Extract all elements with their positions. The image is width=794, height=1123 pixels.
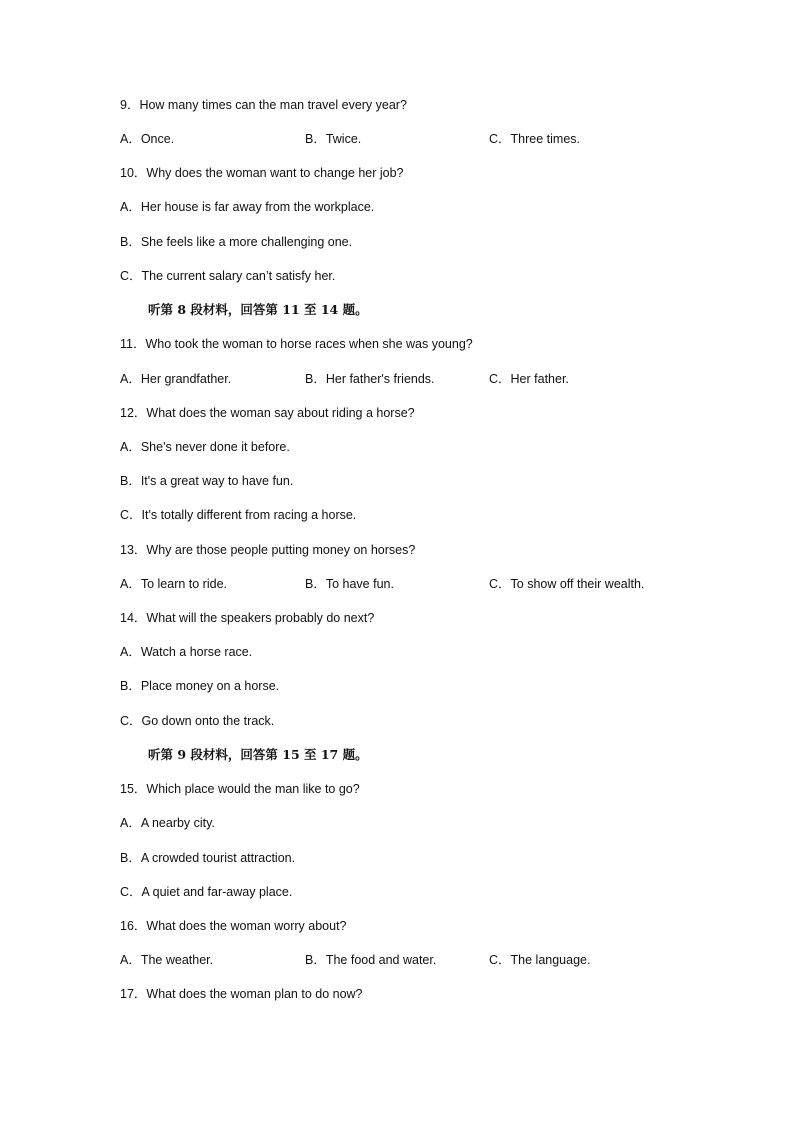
question-16: 16．What does the woman worry about? xyxy=(120,919,347,933)
question-11-options xyxy=(120,370,680,388)
option-c: C．The current salary can’t satisfy her. xyxy=(120,269,336,283)
option-b: B．Her father's friends. xyxy=(305,372,435,386)
option-b: B．The food and water. xyxy=(305,953,437,967)
question-11: 11．Who took the woman to horse races when she was young? xyxy=(120,337,473,351)
option-b: B．Place money on a horse. xyxy=(120,679,280,693)
option-c: C．Her father. xyxy=(489,372,569,386)
option-b: B．A crowded tourist attraction. xyxy=(120,851,296,865)
option-c: C．Go down onto the track. xyxy=(120,714,275,728)
option-c: C．It's totally different from racing a horse. xyxy=(120,508,357,522)
question-15: 15．Which place would the man like to go? xyxy=(120,782,360,796)
question-12: 12．What does the woman say about riding a horse? xyxy=(120,406,415,420)
option-b: B．To have fun. xyxy=(305,577,394,591)
option-c: C．A quiet and far-away place. xyxy=(120,885,293,899)
option-a: A．A nearby city. xyxy=(120,816,215,830)
option-a: A．Her grandfather. xyxy=(120,372,232,386)
question-17: 17．What does the woman plan to do now? xyxy=(120,987,363,1001)
option-c: C．The language. xyxy=(489,953,591,967)
option-a: A．Once. xyxy=(120,132,175,146)
question-16-options xyxy=(120,951,680,969)
option-b: B．She feels like a more challenging one. xyxy=(120,235,353,249)
option-a: A．Her house is far away from the workplace. xyxy=(120,200,375,214)
question-9-options xyxy=(120,130,680,148)
question-10: 10．Why does the woman want to change her job? xyxy=(120,166,404,180)
option-a: A．To learn to ride. xyxy=(120,577,227,591)
option-b: B．It's a great way to have fun. xyxy=(120,474,294,488)
option-b: B．Twice. xyxy=(305,132,362,146)
option-a: A．Watch a horse race. xyxy=(120,645,253,659)
option-a: A．She's never done it before. xyxy=(120,440,290,454)
question-13: 13．Why are those people putting money on horses? xyxy=(120,543,416,557)
question-14: 14．What will the speakers probably do next? xyxy=(120,611,375,625)
section-heading-8: 听第 8 段材料，回答第 11 至 14 题。 xyxy=(148,302,368,317)
option-c: C．To show off their wealth. xyxy=(489,577,645,591)
option-a: A．The weather. xyxy=(120,953,214,967)
question-9: 9．How many times can the man travel every year? xyxy=(120,98,407,112)
option-c: C．Three times. xyxy=(489,132,580,146)
section-heading-9: 听第 9 段材料，回答第 15 至 17 题。 xyxy=(148,747,368,762)
question-13-options xyxy=(120,575,680,593)
